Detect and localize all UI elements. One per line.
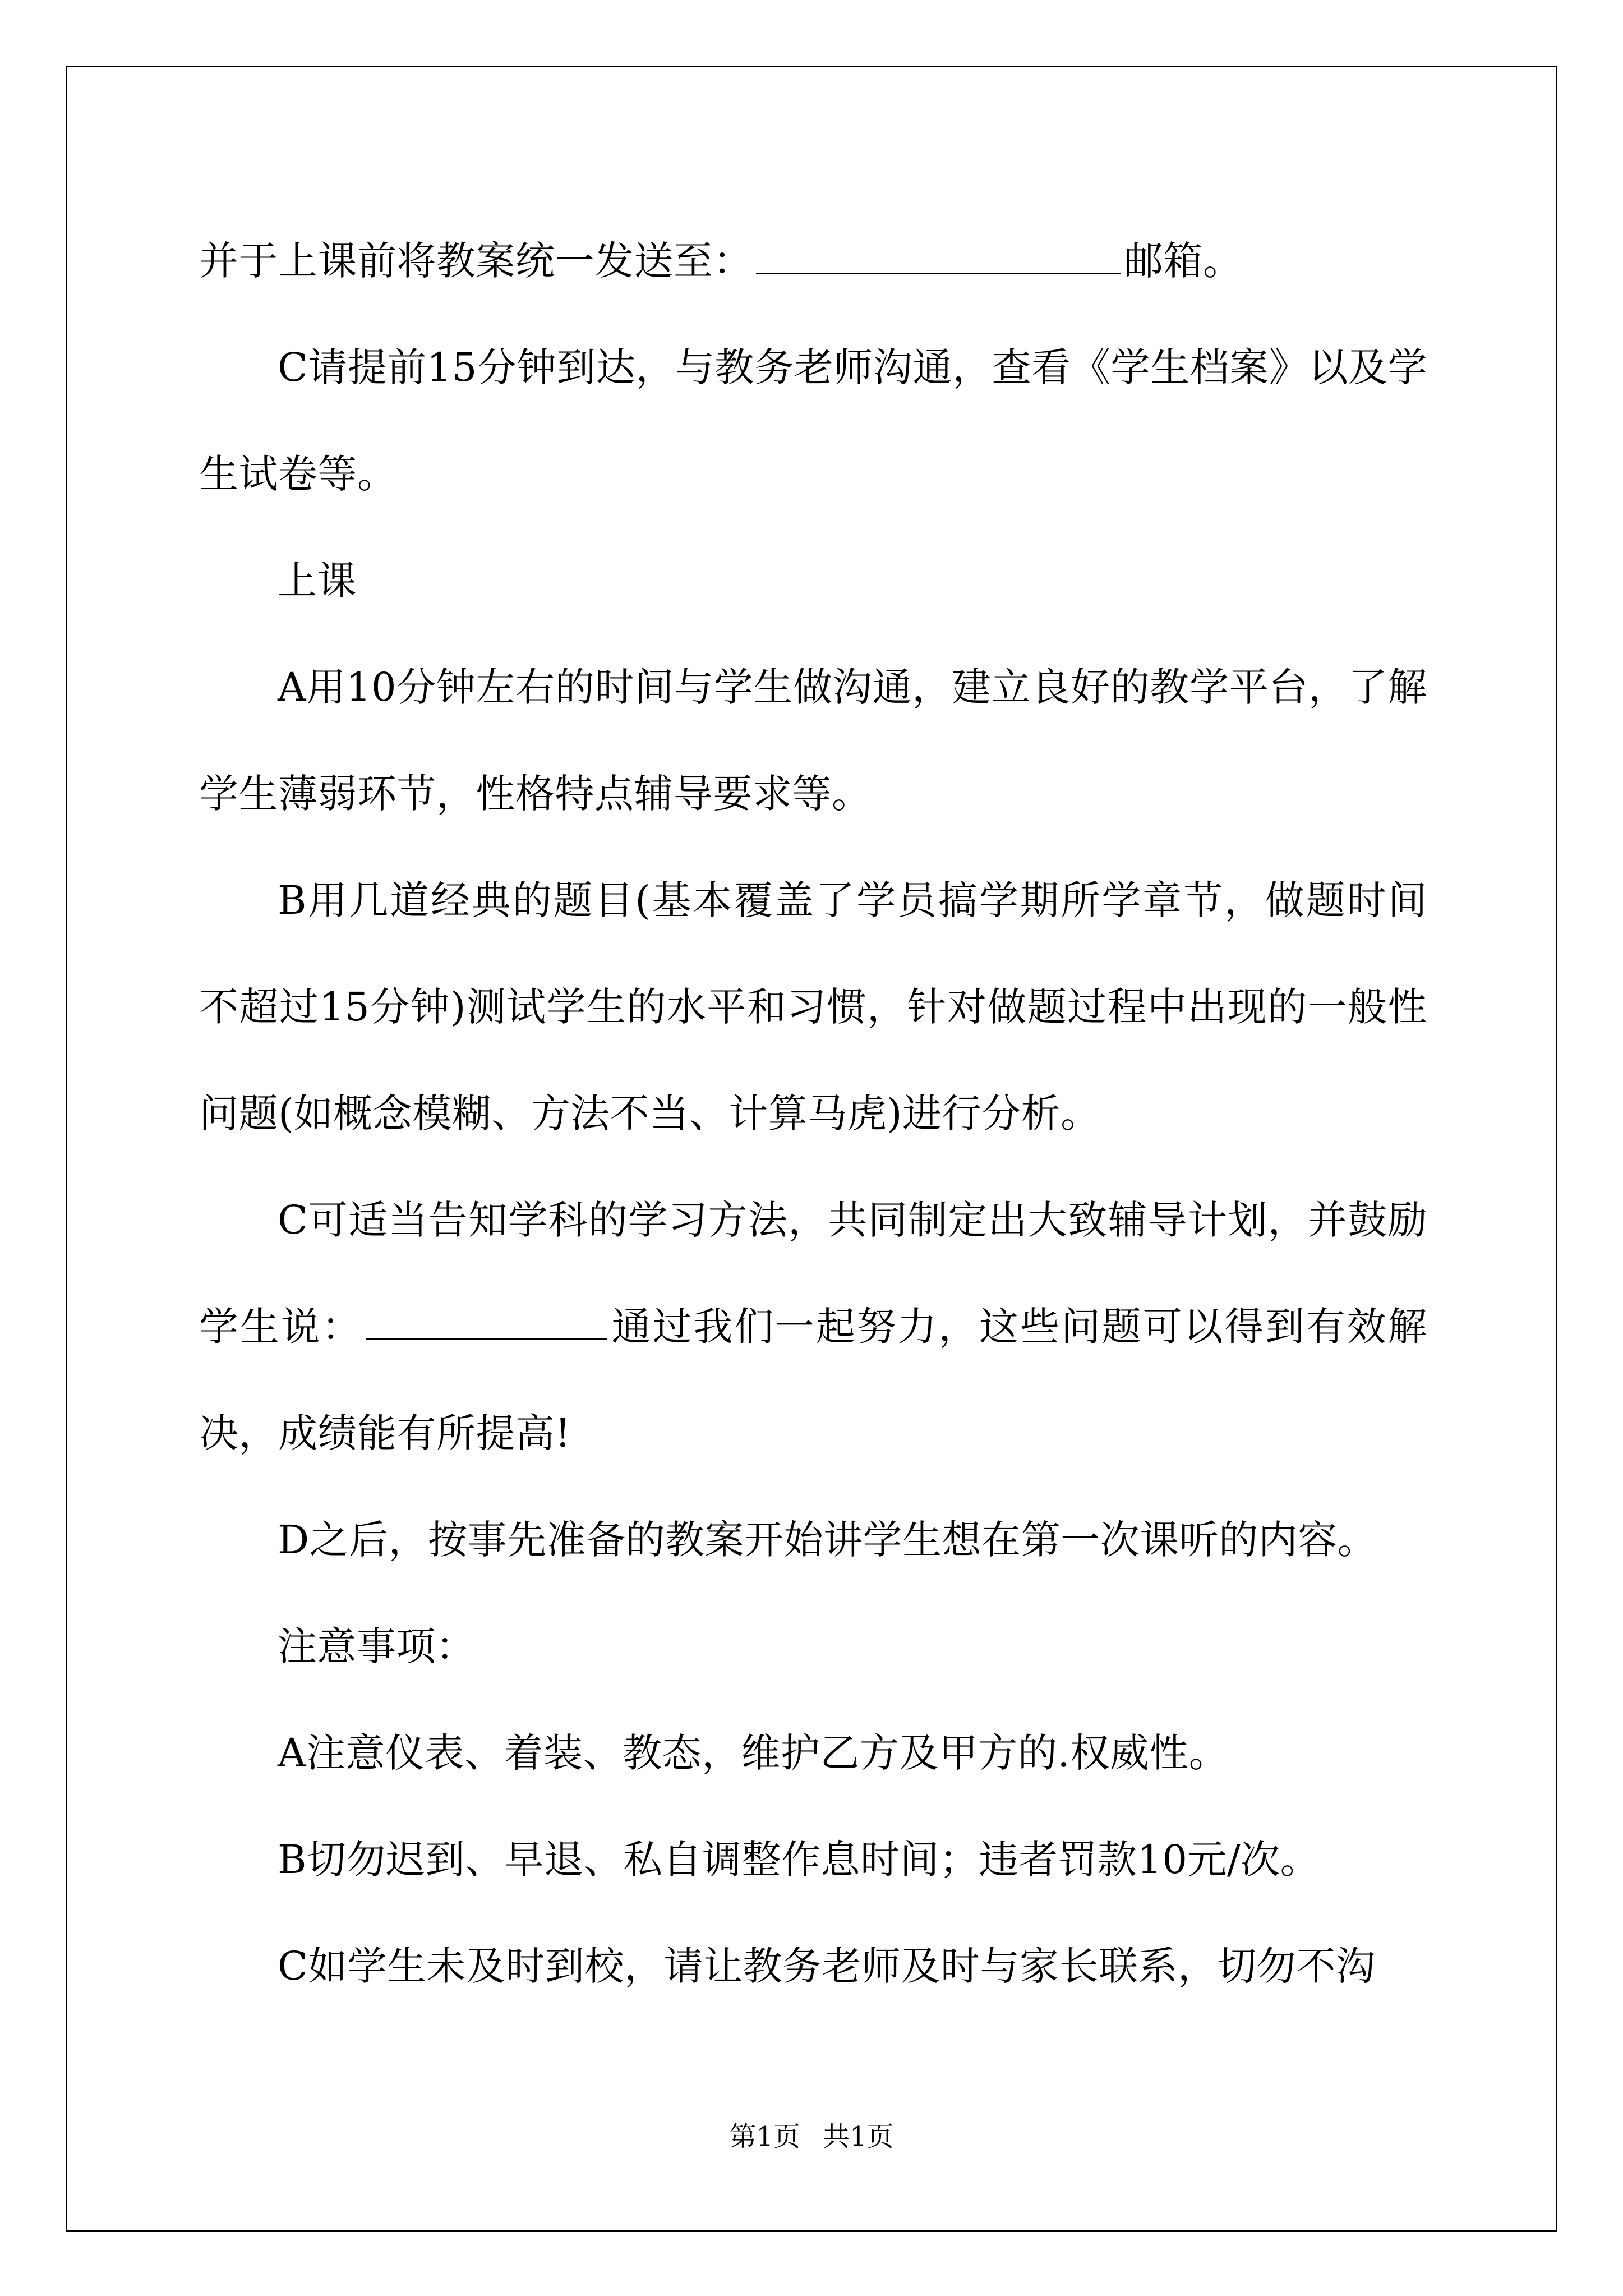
- page-total: 共1页: [823, 2121, 894, 2152]
- paragraph-appearance: A注意仪表、着装、教态，维护乙方及甲方的.权威性。: [278, 1730, 1229, 1776]
- paragraph-communicate: A用10分钟左右的时间与学生做沟通，建立良好的教学平台，了解学生薄弱环节，性格特点辅导要求等。: [199, 664, 1427, 817]
- document-body: [199, 208, 1427, 2019]
- paragraph-absence: C如学生未及时到校，请让教务老师及时与家长联系，切勿不沟: [278, 1943, 1376, 1989]
- paragraph-punctuality: B切勿迟到、早退、私自调整作息时间；违者罚款10元/次。: [278, 1837, 1320, 1883]
- email-blank-line: [756, 239, 1121, 274]
- paragraph-encourage-before: C可适当告知学科的学习方法，共同制定出大致辅导计划，并鼓励学生说：: [199, 1197, 1427, 1350]
- paragraph-email: [199, 208, 1427, 314]
- page-footer: [0, 2115, 1623, 2154]
- paragraph-arrive-early: C请提前15分钟到达，与教务老师沟通，查看《学生档案》以及学生试卷等。: [199, 344, 1427, 497]
- section-heading-notes: 注意事项：: [278, 1623, 476, 1669]
- paragraph-lesson: D之后，按事先准备的教案开始讲学生想在第一次课听的内容。: [278, 1517, 1377, 1563]
- encourage-blank-line: [366, 1305, 607, 1340]
- paragraph-email-after: 邮箱。: [1124, 238, 1243, 284]
- section-heading-class: 上课: [278, 558, 357, 604]
- paragraph-email-before: 并于上课前将教案统一发送至：: [199, 238, 753, 284]
- page-number: 第1页: [729, 2121, 800, 2152]
- paragraph-encourage-after: 通过我们一起努力，这些问题可以得到有效解决，成绩能有所提高!: [199, 1304, 1428, 1456]
- paragraph-encourage: [199, 1167, 1427, 1487]
- paragraph-test: B用几道经典的题目(基本覆盖了学员搞学期所学章节，做题时间不超过15分钟)测试学生的水平和习惯，针对做题过程中出现的一般性问题(如概念模糊、方法不当、计算马虎)进行分析。: [199, 877, 1427, 1137]
